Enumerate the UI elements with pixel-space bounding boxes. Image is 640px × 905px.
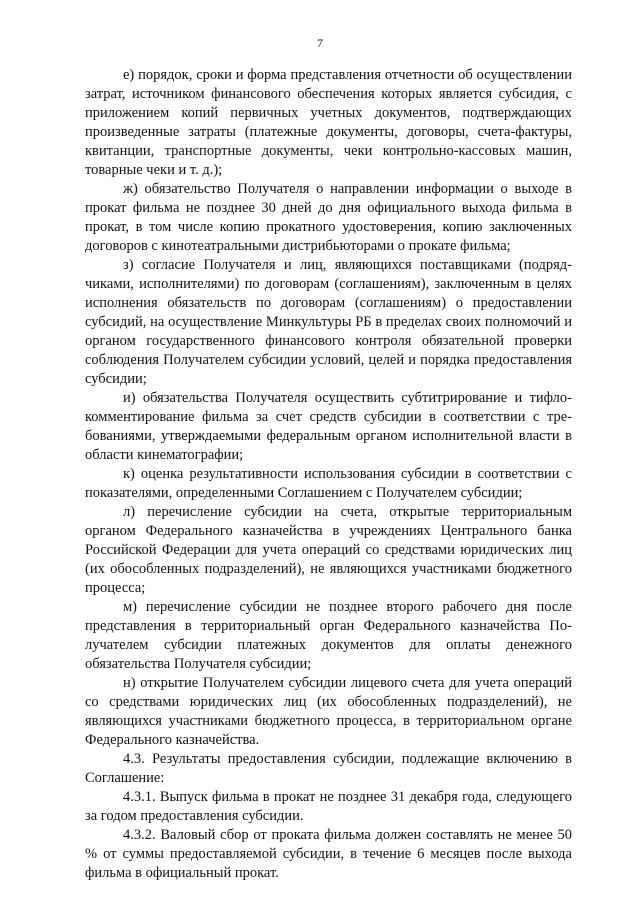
paragraph-l: л) перечисление субсидии на счета, открытые территориальным органом Федерального казначейства в учреждениях Центрального банка Российской Федерации для учета операций со средствами юридических лиц (их обособленных подразделений), не являющихся участниками бюджетного процесса;	[85, 504, 572, 596]
section-4-3-2: 4.3.2. Валовый сбор от проката фильма должен составлять не менее 50 % от суммы предоставляемой субсидии, в течение 6 месяцев после выхода фильма в официальный прокат.	[85, 827, 572, 881]
paragraph-m: м) перечисление субсидии не позднее второго рабочего дня после представления в территориальный орган Федерального казначейства Получателем субсидии платежных документов для оплаты денежного обязательства Получателя субсидии;	[85, 599, 572, 672]
section-4-3-1: 4.3.1. Выпуск фильма в прокат не позднее 31 декабря года, следующего за годом предоставления субсидии.	[85, 789, 572, 824]
section-4-3: 4.3. Результаты предоставления субсидии, подлежащие включению в Соглашение:	[85, 751, 572, 786]
document-body	[85, 66, 572, 883]
paragraph-n: н) открытие Получателем субсидии лицевого счета для учета операций со средствами юридических лиц (их обособленных подразделений), не являющихся участниками бюджетного процесса, в территориальном органе Федерального казначейства.	[85, 675, 572, 748]
paragraph-e: е) порядок, сроки и форма представления отчетности об осуществлении затрат, источником финансового обеспечения которых является субсидия, с приложением копий первичных учетных документов, подтверждающих произведенные затраты (платежные документы, договоры, счета-фактуры, квитанции, транспортные документы, чеки контрольно-кассовых машин, товарные чеки и т. д.);	[85, 67, 572, 178]
paragraph-i: и) обязательства Получателя осуществить субтитрирование и тифлокомментирование фильма за счет средств субсидии в соответствии с требованиями, утверждаемыми федеральным органом исполнительной власти в области кинематографии;	[85, 390, 572, 463]
paragraph-zh: ж) обязательство Получателя о направлении информации о выходе в прокат фильма не позднее 30 дней до дня официального выхода фильма в прокат, в том числе копию прокатного удостоверения, копию заключенных договоров с кинотеатральными дистрибьюторами о прокате фильма;	[85, 181, 572, 254]
paragraph-z: з) согласие Получателя и лиц, являющихся поставщиками (подрядчиками, исполнителями) по договорам (соглашениям), заключенным в целях исполнения обязательств по договорам (соглашениям) о предоставлении субсидий, на осуществление Минкультуры РБ в пределах своих полномочий и органом государственного финансового контроля обязательной проверки соблюдения Получателем субсидии условий, целей и порядка предоставления субсидии;	[85, 257, 572, 387]
paragraph-k: к) оценка результативности использования субсидии в соответствии с показателями, определенными Соглашением с Получателем субсидии;	[85, 466, 572, 501]
page-number: 7	[317, 36, 323, 50]
